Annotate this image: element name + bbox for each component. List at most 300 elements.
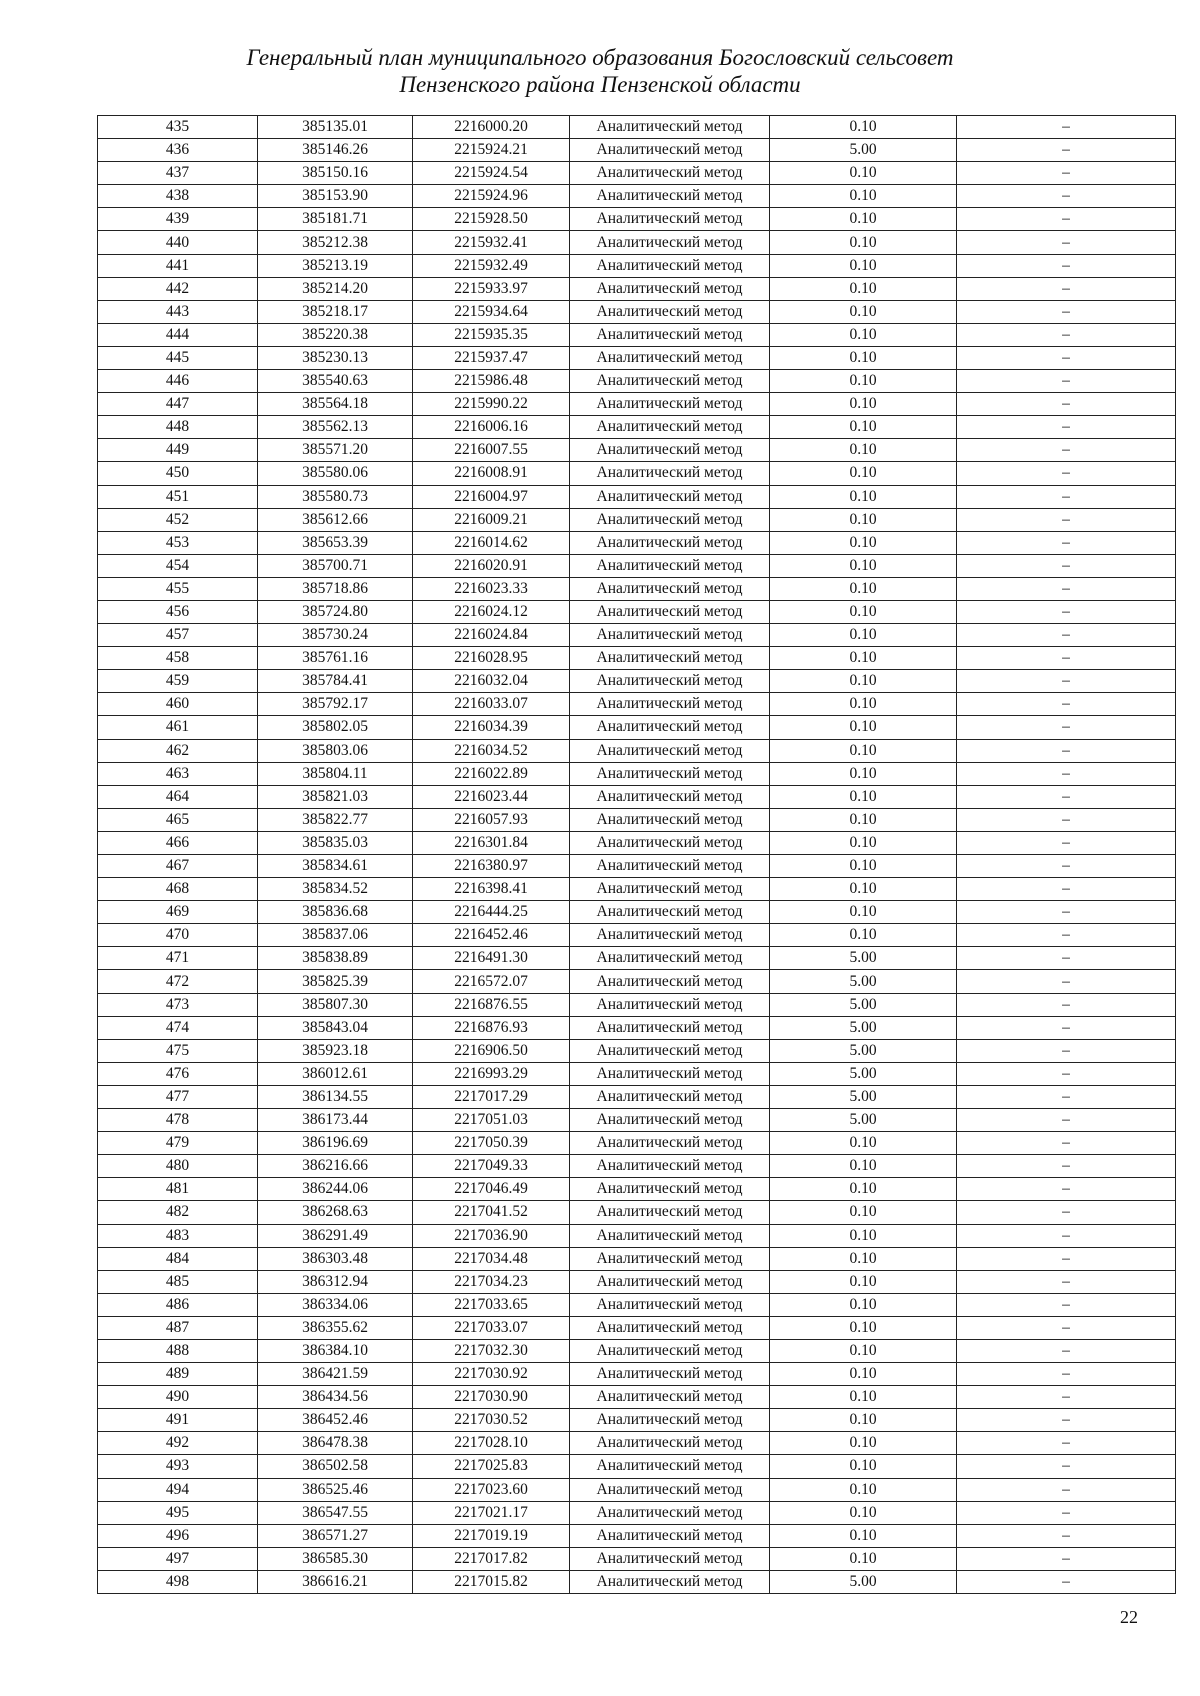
method-cell: Аналитический метод — [570, 1178, 770, 1201]
accuracy-cell: 0.10 — [770, 716, 957, 739]
accuracy-cell: 0.10 — [770, 1132, 957, 1155]
y-coordinate-cell: 2216008.91 — [413, 462, 570, 485]
y-coordinate-cell: 2217017.82 — [413, 1547, 570, 1570]
point-number-cell: 446 — [98, 370, 258, 393]
y-coordinate-cell: 2216398.41 — [413, 878, 570, 901]
accuracy-cell: 0.10 — [770, 1224, 957, 1247]
x-coordinate-cell: 386173.44 — [258, 1109, 413, 1132]
accuracy-cell: 0.10 — [770, 1363, 957, 1386]
y-coordinate-cell: 2215933.97 — [413, 277, 570, 300]
method-cell: Аналитический метод — [570, 1386, 770, 1409]
note-cell: – — [957, 554, 1176, 577]
accuracy-cell: 0.10 — [770, 323, 957, 346]
x-coordinate-cell: 385825.39 — [258, 970, 413, 993]
method-cell: Аналитический метод — [570, 577, 770, 600]
method-cell: Аналитический метод — [570, 1432, 770, 1455]
note-cell: – — [957, 485, 1176, 508]
y-coordinate-cell: 2216024.12 — [413, 600, 570, 623]
accuracy-cell: 0.10 — [770, 1293, 957, 1316]
note-cell: – — [957, 300, 1176, 323]
y-coordinate-cell: 2217021.17 — [413, 1501, 570, 1524]
point-number-cell: 488 — [98, 1339, 258, 1362]
point-number-cell: 475 — [98, 1039, 258, 1062]
y-coordinate-cell: 2217030.52 — [413, 1409, 570, 1432]
accuracy-cell: 0.10 — [770, 162, 957, 185]
note-cell: – — [957, 323, 1176, 346]
x-coordinate-cell: 386384.10 — [258, 1339, 413, 1362]
y-coordinate-cell: 2216023.33 — [413, 577, 570, 600]
x-coordinate-cell: 386478.38 — [258, 1432, 413, 1455]
y-coordinate-cell: 2216033.07 — [413, 693, 570, 716]
note-cell: – — [957, 1270, 1176, 1293]
page-number: 22 — [1120, 1607, 1138, 1627]
point-number-cell: 480 — [98, 1155, 258, 1178]
table-row — [98, 462, 1176, 485]
accuracy-cell: 0.10 — [770, 254, 957, 277]
y-coordinate-cell: 2217033.07 — [413, 1316, 570, 1339]
x-coordinate-cell: 385836.68 — [258, 901, 413, 924]
table-row — [98, 1016, 1176, 1039]
accuracy-cell: 0.10 — [770, 346, 957, 369]
point-number-cell: 489 — [98, 1363, 258, 1386]
method-cell: Аналитический метод — [570, 231, 770, 254]
y-coordinate-cell: 2216000.20 — [413, 116, 570, 139]
x-coordinate-cell: 385730.24 — [258, 624, 413, 647]
table-row — [98, 1109, 1176, 1132]
accuracy-cell: 0.10 — [770, 693, 957, 716]
accuracy-cell: 5.00 — [770, 1570, 957, 1593]
method-cell: Аналитический метод — [570, 1085, 770, 1108]
table-row — [98, 739, 1176, 762]
note-cell: – — [957, 231, 1176, 254]
accuracy-cell: 0.10 — [770, 185, 957, 208]
x-coordinate-cell: 385835.03 — [258, 831, 413, 854]
accuracy-cell: 0.10 — [770, 231, 957, 254]
accuracy-cell: 0.10 — [770, 531, 957, 554]
y-coordinate-cell: 2216024.84 — [413, 624, 570, 647]
table-row — [98, 808, 1176, 831]
point-number-cell: 491 — [98, 1409, 258, 1432]
note-cell: – — [957, 1224, 1176, 1247]
note-cell: – — [957, 1247, 1176, 1270]
accuracy-cell: 0.10 — [770, 300, 957, 323]
point-number-cell: 441 — [98, 254, 258, 277]
header-title-line-2: Пензенского района Пензенской области — [399, 72, 801, 97]
note-cell: – — [957, 577, 1176, 600]
note-cell: – — [957, 277, 1176, 300]
note-cell: – — [957, 1016, 1176, 1039]
table-row — [98, 1524, 1176, 1547]
note-cell: – — [957, 416, 1176, 439]
table-row — [98, 1432, 1176, 1455]
table-row — [98, 254, 1176, 277]
y-coordinate-cell: 2215932.49 — [413, 254, 570, 277]
note-cell: – — [957, 162, 1176, 185]
note-cell: – — [957, 1501, 1176, 1524]
y-coordinate-cell: 2216057.93 — [413, 808, 570, 831]
y-coordinate-cell: 2217032.30 — [413, 1339, 570, 1362]
point-number-cell: 463 — [98, 762, 258, 785]
x-coordinate-cell: 385784.41 — [258, 670, 413, 693]
x-coordinate-cell: 385230.13 — [258, 346, 413, 369]
y-coordinate-cell: 2217049.33 — [413, 1155, 570, 1178]
note-cell: – — [957, 439, 1176, 462]
y-coordinate-cell: 2215935.35 — [413, 323, 570, 346]
method-cell: Аналитический метод — [570, 162, 770, 185]
method-cell: Аналитический метод — [570, 116, 770, 139]
accuracy-cell: 0.10 — [770, 116, 957, 139]
x-coordinate-cell: 385218.17 — [258, 300, 413, 323]
point-number-cell: 435 — [98, 116, 258, 139]
note-cell: – — [957, 1570, 1176, 1593]
accuracy-cell: 0.10 — [770, 1547, 957, 1570]
table-row — [98, 577, 1176, 600]
point-number-cell: 469 — [98, 901, 258, 924]
method-cell: Аналитический метод — [570, 878, 770, 901]
method-cell: Аналитический метод — [570, 1547, 770, 1570]
accuracy-cell: 0.10 — [770, 878, 957, 901]
table-row — [98, 439, 1176, 462]
note-cell: – — [957, 924, 1176, 947]
accuracy-cell: 0.10 — [770, 1501, 957, 1524]
x-coordinate-cell: 386452.46 — [258, 1409, 413, 1432]
table-row — [98, 785, 1176, 808]
point-number-cell: 458 — [98, 647, 258, 670]
y-coordinate-cell: 2215990.22 — [413, 393, 570, 416]
accuracy-cell: 0.10 — [770, 577, 957, 600]
x-coordinate-cell: 385807.30 — [258, 993, 413, 1016]
note-cell: – — [957, 1293, 1176, 1316]
table-row — [98, 1062, 1176, 1085]
note-cell: – — [957, 831, 1176, 854]
method-cell: Аналитический метод — [570, 1039, 770, 1062]
point-number-cell: 484 — [98, 1247, 258, 1270]
x-coordinate-cell: 385838.89 — [258, 947, 413, 970]
method-cell: Аналитический метод — [570, 1155, 770, 1178]
accuracy-cell: 0.10 — [770, 855, 957, 878]
table-row — [98, 762, 1176, 785]
method-cell: Аналитический метод — [570, 808, 770, 831]
note-cell: – — [957, 1409, 1176, 1432]
method-cell: Аналитический метод — [570, 670, 770, 693]
point-number-cell: 492 — [98, 1432, 258, 1455]
note-cell: – — [957, 1132, 1176, 1155]
accuracy-cell: 0.10 — [770, 624, 957, 647]
y-coordinate-cell: 2216906.50 — [413, 1039, 570, 1062]
note-cell: – — [957, 1524, 1176, 1547]
point-number-cell: 445 — [98, 346, 258, 369]
table-row — [98, 1178, 1176, 1201]
note-cell: – — [957, 1478, 1176, 1501]
method-cell: Аналитический метод — [570, 370, 770, 393]
table-row — [98, 970, 1176, 993]
accuracy-cell: 0.10 — [770, 393, 957, 416]
y-coordinate-cell: 2216380.97 — [413, 855, 570, 878]
point-number-cell: 471 — [98, 947, 258, 970]
table-row — [98, 1270, 1176, 1293]
y-coordinate-cell: 2216876.93 — [413, 1016, 570, 1039]
x-coordinate-cell: 385540.63 — [258, 370, 413, 393]
table-row — [98, 116, 1176, 139]
table-row — [98, 300, 1176, 323]
accuracy-cell: 0.10 — [770, 370, 957, 393]
y-coordinate-cell: 2216034.39 — [413, 716, 570, 739]
x-coordinate-cell: 385834.61 — [258, 855, 413, 878]
accuracy-cell: 0.10 — [770, 554, 957, 577]
point-number-cell: 477 — [98, 1085, 258, 1108]
note-cell: – — [957, 116, 1176, 139]
y-coordinate-cell: 2215924.54 — [413, 162, 570, 185]
accuracy-cell: 0.10 — [770, 647, 957, 670]
method-cell: Аналитический метод — [570, 924, 770, 947]
point-number-cell: 486 — [98, 1293, 258, 1316]
note-cell: – — [957, 716, 1176, 739]
accuracy-cell: 0.10 — [770, 808, 957, 831]
table-row — [98, 878, 1176, 901]
table-row — [98, 647, 1176, 670]
x-coordinate-cell: 385153.90 — [258, 185, 413, 208]
x-coordinate-cell: 385212.38 — [258, 231, 413, 254]
y-coordinate-cell: 2217030.90 — [413, 1386, 570, 1409]
note-cell: – — [957, 185, 1176, 208]
y-coordinate-cell: 2215924.21 — [413, 139, 570, 162]
method-cell: Аналитический метод — [570, 785, 770, 808]
note-cell: – — [957, 1432, 1176, 1455]
note-cell: – — [957, 462, 1176, 485]
x-coordinate-cell: 386334.06 — [258, 1293, 413, 1316]
accuracy-cell: 0.10 — [770, 901, 957, 924]
y-coordinate-cell: 2216301.84 — [413, 831, 570, 854]
accuracy-cell: 0.10 — [770, 670, 957, 693]
table-row — [98, 346, 1176, 369]
point-number-cell: 460 — [98, 693, 258, 716]
x-coordinate-cell: 386571.27 — [258, 1524, 413, 1547]
y-coordinate-cell: 2217017.29 — [413, 1085, 570, 1108]
point-number-cell: 476 — [98, 1062, 258, 1085]
table-row — [98, 1201, 1176, 1224]
method-cell: Аналитический метод — [570, 393, 770, 416]
accuracy-cell: 0.10 — [770, 1201, 957, 1224]
method-cell: Аналитический метод — [570, 416, 770, 439]
accuracy-cell: 5.00 — [770, 1109, 957, 1132]
point-number-cell: 473 — [98, 993, 258, 1016]
method-cell: Аналитический метод — [570, 1201, 770, 1224]
note-cell: – — [957, 624, 1176, 647]
x-coordinate-cell: 386355.62 — [258, 1316, 413, 1339]
y-coordinate-cell: 2217041.52 — [413, 1201, 570, 1224]
table-row — [98, 508, 1176, 531]
y-coordinate-cell: 2216876.55 — [413, 993, 570, 1016]
accuracy-cell: 0.10 — [770, 762, 957, 785]
accuracy-cell: 0.10 — [770, 1524, 957, 1547]
table-row — [98, 1224, 1176, 1247]
y-coordinate-cell: 2216014.62 — [413, 531, 570, 554]
accuracy-cell: 0.10 — [770, 1455, 957, 1478]
method-cell: Аналитический метод — [570, 185, 770, 208]
point-number-cell: 444 — [98, 323, 258, 346]
point-number-cell: 462 — [98, 739, 258, 762]
point-number-cell: 439 — [98, 208, 258, 231]
point-number-cell: 466 — [98, 831, 258, 854]
point-number-cell: 440 — [98, 231, 258, 254]
table-row — [98, 716, 1176, 739]
note-cell: – — [957, 1547, 1176, 1570]
accuracy-cell: 0.10 — [770, 462, 957, 485]
point-number-cell: 453 — [98, 531, 258, 554]
accuracy-cell: 0.10 — [770, 1409, 957, 1432]
x-coordinate-cell: 385146.26 — [258, 139, 413, 162]
y-coordinate-cell: 2216491.30 — [413, 947, 570, 970]
y-coordinate-cell: 2217036.90 — [413, 1224, 570, 1247]
x-coordinate-cell: 386012.61 — [258, 1062, 413, 1085]
method-cell: Аналитический метод — [570, 970, 770, 993]
table-row — [98, 1386, 1176, 1409]
note-cell: – — [957, 1039, 1176, 1062]
note-cell: – — [957, 139, 1176, 162]
accuracy-cell: 0.10 — [770, 1247, 957, 1270]
table-row — [98, 554, 1176, 577]
x-coordinate-cell: 385821.03 — [258, 785, 413, 808]
table-row — [98, 162, 1176, 185]
point-number-cell: 461 — [98, 716, 258, 739]
x-coordinate-cell: 385653.39 — [258, 531, 413, 554]
table-row — [98, 693, 1176, 716]
method-cell: Аналитический метод — [570, 624, 770, 647]
x-coordinate-cell: 386244.06 — [258, 1178, 413, 1201]
table-row — [98, 993, 1176, 1016]
method-cell: Аналитический метод — [570, 1109, 770, 1132]
table-row — [98, 1478, 1176, 1501]
point-number-cell: 482 — [98, 1201, 258, 1224]
accuracy-cell: 0.10 — [770, 1478, 957, 1501]
table-row — [98, 531, 1176, 554]
x-coordinate-cell: 385220.38 — [258, 323, 413, 346]
x-coordinate-cell: 385718.86 — [258, 577, 413, 600]
table-row — [98, 370, 1176, 393]
x-coordinate-cell: 385761.16 — [258, 647, 413, 670]
method-cell: Аналитический метод — [570, 346, 770, 369]
method-cell: Аналитический метод — [570, 993, 770, 1016]
y-coordinate-cell: 2215986.48 — [413, 370, 570, 393]
table-row — [98, 1132, 1176, 1155]
note-cell: – — [957, 1085, 1176, 1108]
table-row — [98, 1547, 1176, 1570]
y-coordinate-cell: 2216007.55 — [413, 439, 570, 462]
point-number-cell: 472 — [98, 970, 258, 993]
y-coordinate-cell: 2217034.23 — [413, 1270, 570, 1293]
point-number-cell: 495 — [98, 1501, 258, 1524]
method-cell: Аналитический метод — [570, 1270, 770, 1293]
x-coordinate-cell: 385822.77 — [258, 808, 413, 831]
method-cell: Аналитический метод — [570, 300, 770, 323]
accuracy-cell: 0.10 — [770, 1316, 957, 1339]
x-coordinate-cell: 385834.52 — [258, 878, 413, 901]
accuracy-cell: 0.10 — [770, 485, 957, 508]
table-row — [98, 416, 1176, 439]
x-coordinate-cell: 386502.58 — [258, 1455, 413, 1478]
y-coordinate-cell: 2217025.83 — [413, 1455, 570, 1478]
y-coordinate-cell: 2216032.04 — [413, 670, 570, 693]
note-cell: – — [957, 600, 1176, 623]
y-coordinate-cell: 2217028.10 — [413, 1432, 570, 1455]
y-coordinate-cell: 2217034.48 — [413, 1247, 570, 1270]
method-cell: Аналитический метод — [570, 647, 770, 670]
point-number-cell: 467 — [98, 855, 258, 878]
point-number-cell: 448 — [98, 416, 258, 439]
note-cell: – — [957, 531, 1176, 554]
point-number-cell: 485 — [98, 1270, 258, 1293]
method-cell: Аналитический метод — [570, 1363, 770, 1386]
point-number-cell: 457 — [98, 624, 258, 647]
x-coordinate-cell: 385700.71 — [258, 554, 413, 577]
point-number-cell: 451 — [98, 485, 258, 508]
x-coordinate-cell: 386268.63 — [258, 1201, 413, 1224]
point-number-cell: 470 — [98, 924, 258, 947]
y-coordinate-cell: 2217050.39 — [413, 1132, 570, 1155]
accuracy-cell: 5.00 — [770, 139, 957, 162]
method-cell: Аналитический метод — [570, 508, 770, 531]
x-coordinate-cell: 386421.59 — [258, 1363, 413, 1386]
method-cell: Аналитический метод — [570, 901, 770, 924]
y-coordinate-cell: 2216023.44 — [413, 785, 570, 808]
accuracy-cell: 0.10 — [770, 600, 957, 623]
point-number-cell: 487 — [98, 1316, 258, 1339]
x-coordinate-cell: 385181.71 — [258, 208, 413, 231]
method-cell: Аналитический метод — [570, 462, 770, 485]
point-number-cell: 479 — [98, 1132, 258, 1155]
method-cell: Аналитический метод — [570, 254, 770, 277]
accuracy-cell: 0.10 — [770, 1178, 957, 1201]
coordinates-table-body — [98, 116, 1176, 1594]
table-row — [98, 831, 1176, 854]
point-number-cell: 468 — [98, 878, 258, 901]
y-coordinate-cell: 2216020.91 — [413, 554, 570, 577]
y-coordinate-cell: 2216004.97 — [413, 485, 570, 508]
x-coordinate-cell: 385724.80 — [258, 600, 413, 623]
method-cell: Аналитический метод — [570, 1409, 770, 1432]
table-row — [98, 139, 1176, 162]
point-number-cell: 483 — [98, 1224, 258, 1247]
method-cell: Аналитический метод — [570, 600, 770, 623]
table-row — [98, 1455, 1176, 1478]
note-cell: – — [957, 1201, 1176, 1224]
x-coordinate-cell: 386291.49 — [258, 1224, 413, 1247]
accuracy-cell: 5.00 — [770, 1062, 957, 1085]
point-number-cell: 493 — [98, 1455, 258, 1478]
point-number-cell: 464 — [98, 785, 258, 808]
y-coordinate-cell: 2216009.21 — [413, 508, 570, 531]
accuracy-cell: 0.10 — [770, 739, 957, 762]
y-coordinate-cell: 2217033.65 — [413, 1293, 570, 1316]
note-cell: – — [957, 1316, 1176, 1339]
x-coordinate-cell: 386196.69 — [258, 1132, 413, 1155]
y-coordinate-cell: 2215932.41 — [413, 231, 570, 254]
note-cell: – — [957, 370, 1176, 393]
y-coordinate-cell: 2216034.52 — [413, 739, 570, 762]
header-title-line-1: Генеральный план муниципального образования Богословский сельсовет — [246, 45, 954, 70]
table-row — [98, 1409, 1176, 1432]
point-number-cell: 496 — [98, 1524, 258, 1547]
x-coordinate-cell: 385135.01 — [258, 116, 413, 139]
table-row — [98, 855, 1176, 878]
x-coordinate-cell: 386134.55 — [258, 1085, 413, 1108]
method-cell: Аналитический метод — [570, 1316, 770, 1339]
note-cell: – — [957, 693, 1176, 716]
table-row — [98, 1501, 1176, 1524]
y-coordinate-cell: 2216572.07 — [413, 970, 570, 993]
method-cell: Аналитический метод — [570, 531, 770, 554]
note-cell: – — [957, 508, 1176, 531]
